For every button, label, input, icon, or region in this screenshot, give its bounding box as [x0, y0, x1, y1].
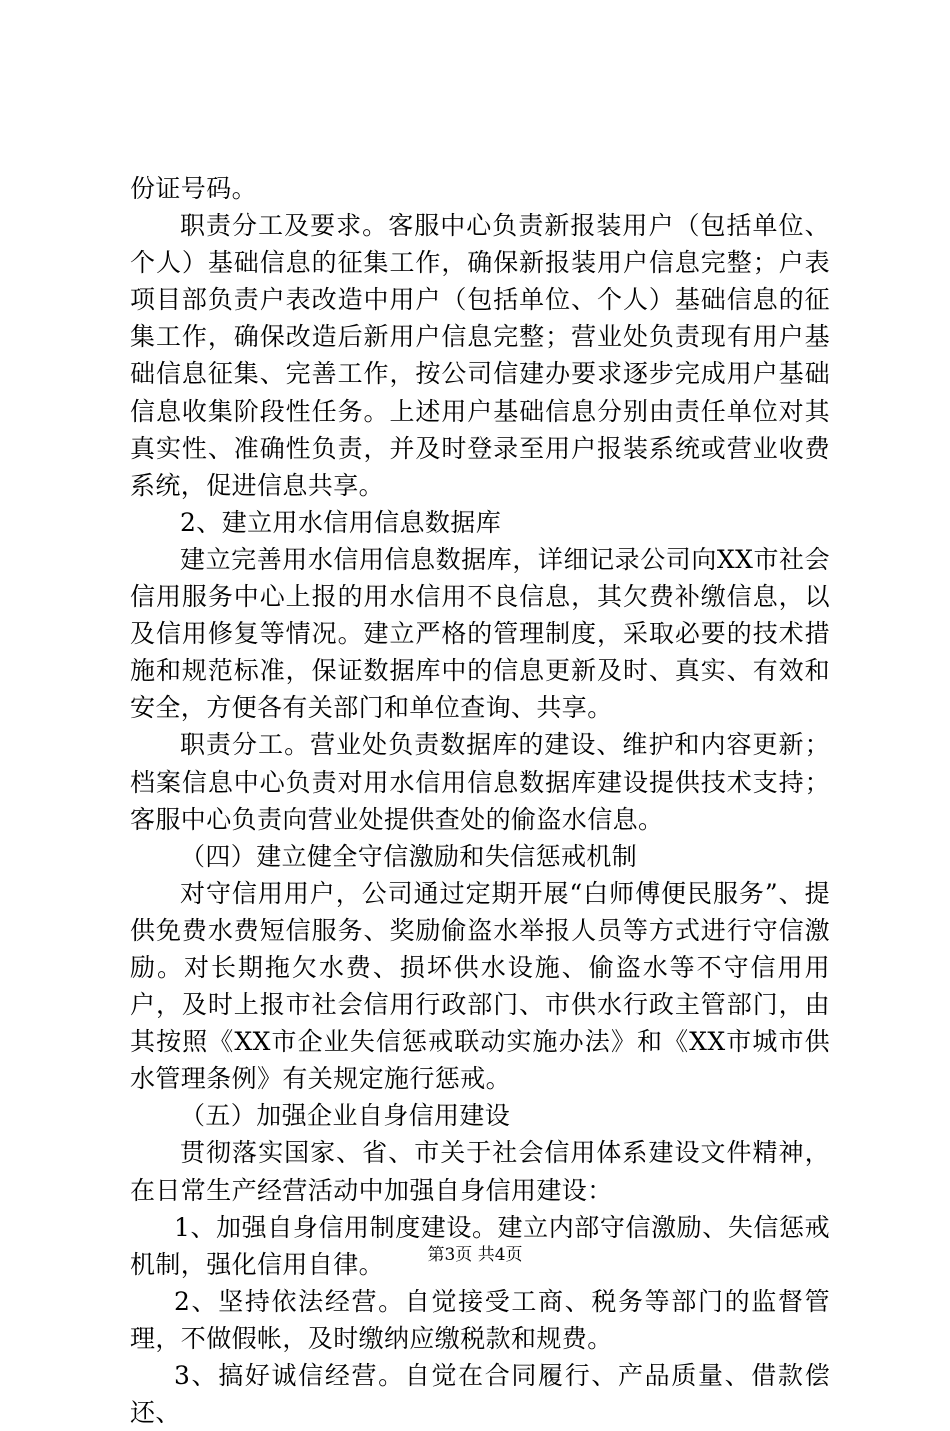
- paragraph-9: 贯彻落实国家、省、市关于社会信用体系建设文件精神，在日常生产经营活动中加强自身信用建设：: [130, 1138, 830, 1205]
- page-number-label: 第3页 共4页: [427, 1245, 523, 1265]
- paragraph-3-heading: 2、建立用水信用信息数据库: [180, 507, 502, 537]
- paragraph-12: 3、搞好诚信经营。自觉在合同履行、产品质量、借款偿还、: [130, 1361, 830, 1428]
- paragraph-11: 2、坚持依法经营。自觉接受工商、税务等部门的监督管理，不做假帐，及时缴纳应缴税款和规费。: [130, 1286, 830, 1353]
- paragraph-1: 份证号码。: [130, 174, 258, 203]
- paragraph-6-heading: （四）建立健全守信激励和失信惩戒机制: [180, 841, 638, 871]
- paragraph-10: 1、加强自身信用制度建设。建立内部守信激励、失信惩戒机制，强化信用自律。: [130, 1212, 830, 1279]
- paragraph-2: 职责分工及要求。客服中心负责新报装用户（包括单位、个人）基础信息的征集工作，确保新报装用户信息完整；户表项目部负责户表改造中用户（包括单位、个人）基础信息的征集工作，确保改造后新用户信息完整；营业处负责现有用户基础信息征集、完善工作，按公司信建办要求逐步完成用户基础信息收集阶段性任务。上述用户基础信息分别由责任单位对其真实性、准确性负责，并及时登录至用户报装系统或营业收费系统，促进信息共享。: [130, 211, 830, 500]
- paragraph-7: 对守信用用户，公司通过定期开展“白师傅便民服务”、提供免费水费短信服务、奖励偷盗水举报人员等方式进行守信激励。对长期拖欠水费、损坏供水设施、偷盗水等不守信用用户，及时上报市社会信用行政部门、市供水行政主管部门，由其按照《XX市企业失信惩戒联动实施办法》和《XX市城市供水管理条例》有关规定施行惩戒。: [130, 878, 830, 1094]
- document-body: [130, 170, 830, 1431]
- paragraph-5: 职责分工。营业处负责数据库的建设、维护和内容更新；档案信息中心负责对用水信用信息数据库建设提供技术支持；客服中心负责向营业处提供查处的偷盗水信息。: [130, 730, 830, 834]
- paragraph-4: 建立完善用水信用信息数据库，详细记录公司向XX市社会信用服务中心上报的用水信用不良信息，其欠费补缴信息，以及信用修复等情况。建立严格的管理制度，采取必要的技术措施和规范标准，保证数据库中的信息更新及时、真实、有效和安全，方便各有关部门和单位查询、共享。: [130, 544, 830, 723]
- paragraph-8-heading: （五）加强企业自身信用建设: [180, 1101, 511, 1131]
- page-footer: [0, 1244, 950, 1266]
